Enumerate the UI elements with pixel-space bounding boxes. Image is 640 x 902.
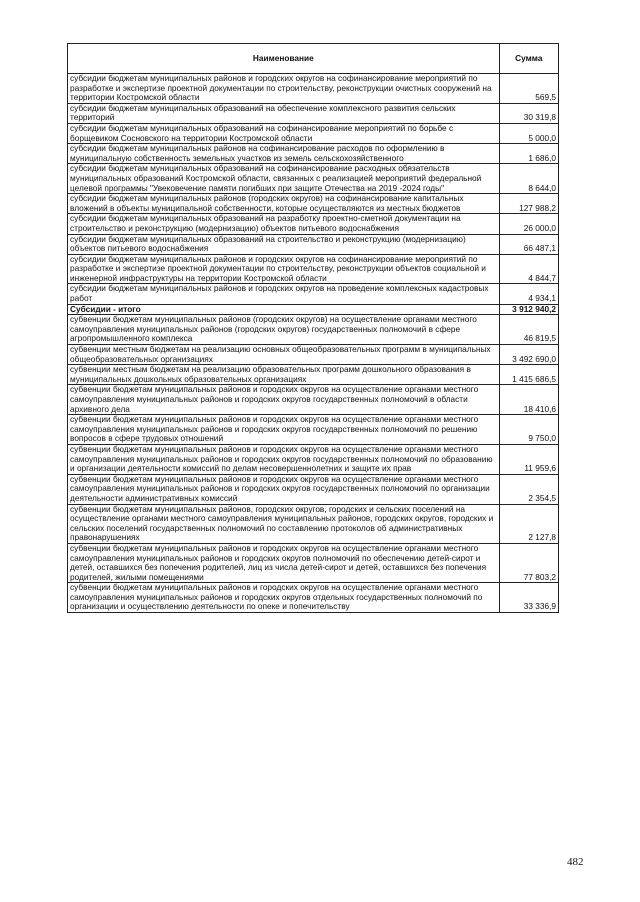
table-row (68, 444, 559, 474)
table-row (68, 144, 559, 164)
row-name: субвенции бюджетам муниципальных районов и городских округов на осуществление органами местного самоуправления муниципальных районов и городских округов государственных полномочий по решению вопросов в сфере трудовых отношений (68, 415, 500, 445)
table-row (68, 365, 559, 385)
row-sum: 18 410,6 (499, 385, 558, 415)
row-name: субвенции бюджетам муниципальных районов и городских округов на осуществление органами местного самоуправления муниципальных районов и городских округов государственных полномочий в области архивного дела (68, 385, 500, 415)
table-row (68, 164, 559, 194)
table-row (68, 284, 559, 304)
column-header-sum: Сумма (499, 44, 558, 74)
row-name: субсидии бюджетам муниципальных образований на разработку проектно-сметной документации на строительство и реконструкцию (модернизацию) объектов питьевого водоснабжения (68, 214, 500, 234)
row-sum: 33 336,9 (499, 583, 558, 613)
table-row (68, 254, 559, 284)
row-name: субвенции бюджетам муниципальных районов и городских округов на осуществление органами местного самоуправления муниципальных районов и городских округов государственных полномочий по организации деятельности административных комиссий (68, 474, 500, 504)
page-number: 482 (567, 856, 584, 868)
row-name: субсидии бюджетам муниципальных районов и городских округов на софинансирование мероприятий по разработке и экспертизе проектной документации по строительству, реконструкции очистных сооружений на территории Костромской области (68, 74, 500, 104)
row-sum: 8 644,0 (499, 164, 558, 194)
row-name: субвенции бюджетам муниципальных районов (городских округов) на осуществление органами местного самоуправления муниципальных районов (городских округов) государственных полномочий в сфере агропромышленного комплекса (68, 315, 500, 345)
row-sum: 1 415 686,5 (499, 365, 558, 385)
row-sum: 127 988,2 (499, 194, 558, 214)
row-name: субвенции бюджетам муниципальных районов и городских округов на осуществление органами местного самоуправления муниципальных районов и городских округов государственных полномочий по образованию и организации деятельности комиссий по делам несовершеннолетних и защите их прав (68, 444, 500, 474)
row-name: Субсидии - итого (68, 304, 500, 315)
table-row (68, 74, 559, 104)
table-total-row (68, 304, 559, 315)
row-name: субвенции местным бюджетам на реализацию основных общеобразовательных программ в муниципальных общеобразовательных организациях (68, 345, 500, 365)
table-row (68, 123, 559, 143)
row-name: субсидии бюджетам муниципальных образований на строительство и реконструкцию (модернизацию) объектов питьевого водоснабжения (68, 234, 500, 254)
column-header-name: Наименование (68, 44, 500, 74)
row-sum: 1 686,0 (499, 144, 558, 164)
row-sum: 66 487,1 (499, 234, 558, 254)
row-sum: 3 492 690,0 (499, 345, 558, 365)
row-name: субсидии бюджетам муниципальных районов и городских округов на софинансирование мероприятий по разработке и экспертизе проектной документации по строительству, реконструкции объектов социальной и инженерной инфраструктуры на территории Костромской области (68, 254, 500, 284)
table-row (68, 474, 559, 504)
row-sum: 4 934,1 (499, 284, 558, 304)
row-name: субвенции местным бюджетам на реализацию образовательных программ дошкольного образования в муниципальных дошкольных образовательных организациях (68, 365, 500, 385)
budget-table (67, 43, 559, 613)
row-name: субвенции бюджетам муниципальных районов, городских округов, городских и сельских поселений на осуществление органами местного самоуправления муниципальных районов, городских округов, городских и сельских поселений государственных полномочий по составлению протоколов об административных правонарушениях (68, 504, 500, 543)
row-name: субсидии бюджетам муниципальных районов и городских округов на проведение комплексных кадастровых работ (68, 284, 500, 304)
table-row (68, 214, 559, 234)
table-row (68, 415, 559, 445)
table-row (68, 543, 559, 582)
row-sum: 3 912 940,2 (499, 304, 558, 315)
row-sum: 46 819,5 (499, 315, 558, 345)
row-sum: 11 959,6 (499, 444, 558, 474)
table-row (68, 504, 559, 543)
table-row (68, 315, 559, 345)
row-name: субсидии бюджетам муниципальных районов на софинансирование расходов по оформлению в муниципальную собственность земельных участков из земель сельскохозяйственного (68, 144, 500, 164)
row-sum: 2 127,8 (499, 504, 558, 543)
row-sum: 2 354,5 (499, 474, 558, 504)
row-sum: 4 844,7 (499, 254, 558, 284)
row-name: субсидии бюджетам муниципальных районов (городских округов) на софинансирование капитальных вложений в объекты муниципальной собственности, которые осуществляются из местных бюджетов (68, 194, 500, 214)
table-row (68, 234, 559, 254)
table-row (68, 103, 559, 123)
table-header-row (68, 44, 559, 74)
row-sum: 569,5 (499, 74, 558, 104)
row-name: субвенции бюджетам муниципальных районов и городских округов на осуществление органами местного самоуправления муниципальных районов и городских округов полномочий по обеспечению детей-сирот и детей, оставшихся без попечения родителей, лиц из числа детей-сирот и детей, оставшихся без попечения родителей, жилыми помещениями (68, 543, 500, 582)
row-sum: 30 319,8 (499, 103, 558, 123)
row-sum: 9 750,0 (499, 415, 558, 445)
row-name: субсидии бюджетам муниципальных образований на софинансирование расходных обязательств муниципальных образований Костромской области, связанных с реализацией мероприятий федеральной целевой программы "Увековечение памяти погибших при защите Отечества на 2019 -2024 годы" (68, 164, 500, 194)
row-sum: 5 000,0 (499, 123, 558, 143)
table-row (68, 194, 559, 214)
table-row (68, 583, 559, 613)
row-name: субсидии бюджетам муниципальных образований на софинансирование мероприятий по борьбе с борщевиком Сосновского на территории Костромской области (68, 123, 500, 143)
table-body (68, 74, 559, 613)
row-sum: 77 803,2 (499, 543, 558, 582)
row-sum: 26 000,0 (499, 214, 558, 234)
row-name: субсидии бюджетам муниципальных образований на обеспечение комплексного развития сельских территорий (68, 103, 500, 123)
table-row (68, 345, 559, 365)
table-row (68, 385, 559, 415)
row-name: субвенции бюджетам муниципальных районов и городских округов на осуществление органами местного самоуправления муниципальных районов и городских округов отдельных государственных полномочий по организации и осуществлению деятельности по опеке и попечительству (68, 583, 500, 613)
